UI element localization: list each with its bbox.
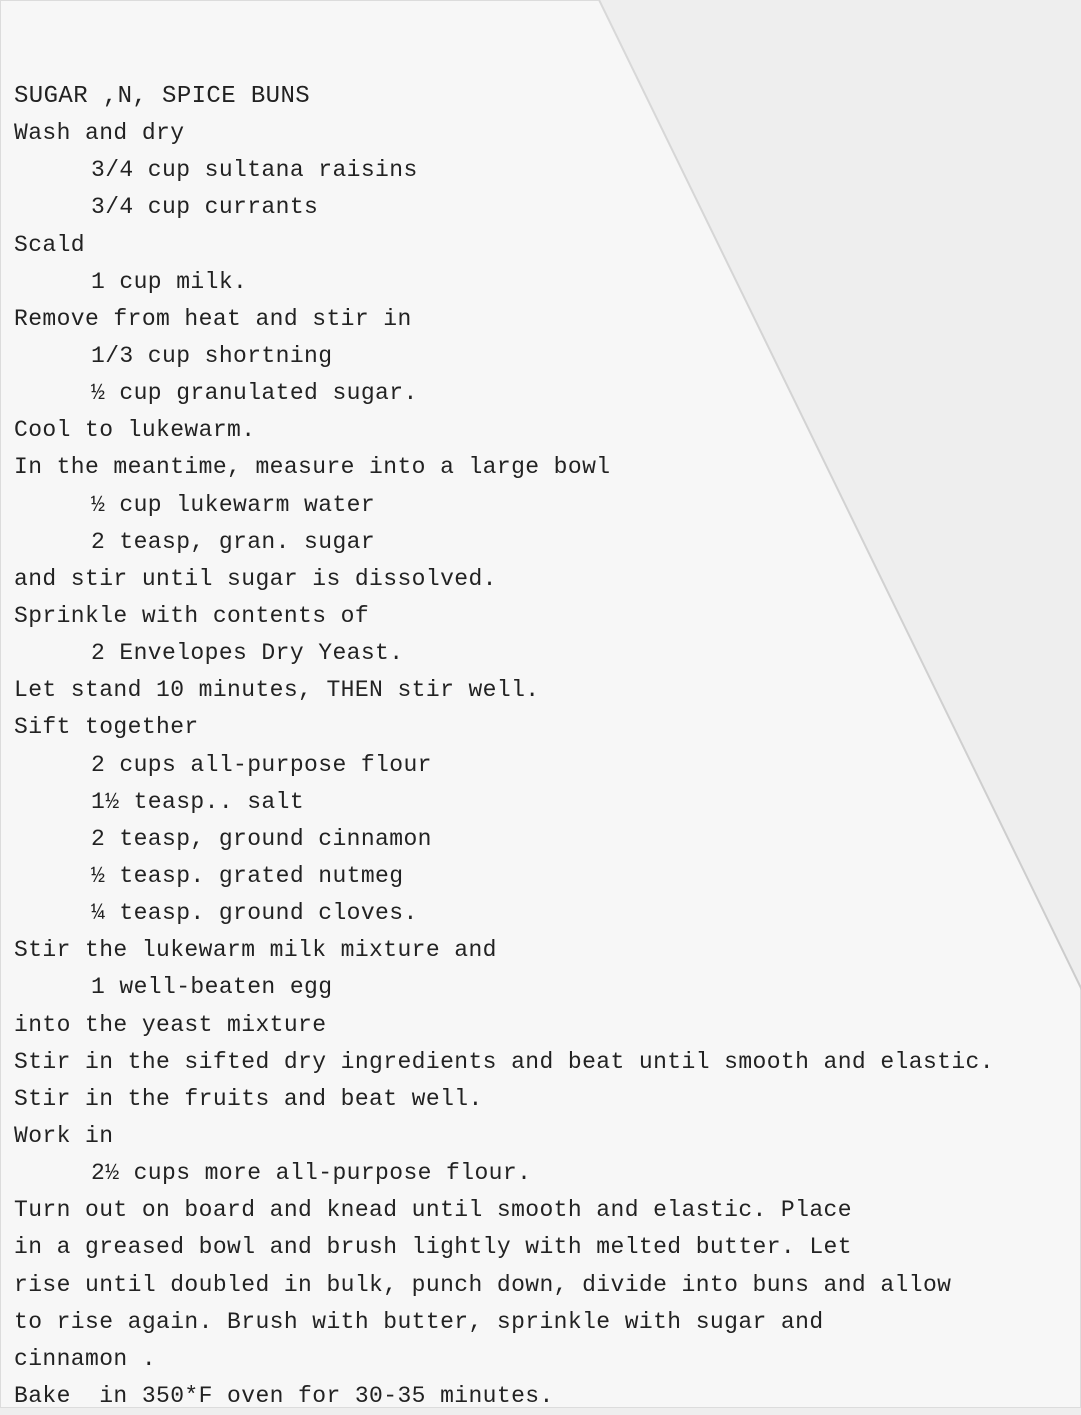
recipe-title: SUGAR ,N, SPICE BUNS — [14, 83, 311, 110]
instruction-line: Sift together — [14, 714, 199, 741]
instruction-line: Sprinkle with contents of — [14, 602, 370, 629]
instruction-line: into the yeast mixture — [14, 1011, 327, 1038]
instruction-line: Let stand 10 minutes, THEN stir well. — [14, 677, 540, 704]
ingredient-line: ¼ teasp. ground cloves. — [91, 900, 418, 927]
instruction-line: Bake in 350*F oven for 30-35 minutes. — [14, 1382, 554, 1409]
instruction-line: in a greased bowl and brush lightly with melted butter. Let — [14, 1234, 852, 1261]
ingredient-line: 1½ teasp.. salt — [91, 788, 305, 815]
instruction-line: In the meantime, measure into a large bowl — [14, 454, 611, 481]
instruction-line: Remove from heat and stir in — [14, 305, 412, 332]
recipe-document — [14, 78, 1064, 1415]
instruction-line: Stir in the sifted dry ingredients and beat until smooth and elastic. — [14, 1048, 994, 1075]
ingredient-line: 2 cups all-purpose flour — [91, 751, 432, 778]
instruction-line: Stir in the fruits and beat well. — [14, 1085, 483, 1112]
ingredient-line: 2 teasp, gran. sugar — [91, 528, 376, 555]
ingredient-line: 1 cup milk. — [91, 268, 248, 295]
instruction-line: rise until doubled in bulk, punch down, divide into buns and allow — [14, 1271, 952, 1298]
ingredient-line: 2 teasp, ground cinnamon — [91, 825, 432, 852]
instruction-line: Work in — [14, 1122, 114, 1149]
instruction-line: cinnamon . — [14, 1345, 157, 1372]
ingredient-line: 1 well-beaten egg — [91, 974, 333, 1001]
ingredient-line: ½ cup granulated sugar. — [91, 380, 418, 407]
instruction-line: Turn out on board and knead until smooth and elastic. Place — [14, 1197, 852, 1224]
instruction-line: Stir the lukewarm milk mixture and — [14, 937, 497, 964]
instruction-line: Scald — [14, 231, 86, 258]
instruction-line: to rise again. Brush with butter, sprinkle with sugar and — [14, 1308, 824, 1335]
ingredient-line: 2 Envelopes Dry Yeast. — [91, 640, 404, 667]
ingredient-line: ½ cup lukewarm water — [91, 491, 376, 518]
ingredient-line: 3/4 cup currants — [91, 194, 319, 221]
instruction-line: and stir until sugar is dissolved. — [14, 565, 497, 592]
ingredient-line: 3/4 cup sultana raisins — [91, 157, 418, 184]
ingredient-line: 2½ cups more all-purpose flour. — [91, 1160, 532, 1187]
instruction-line: Wash and dry — [14, 120, 185, 147]
ingredient-line: 1/3 cup shortning — [91, 342, 333, 369]
ingredient-line: ½ teasp. grated nutmeg — [91, 862, 404, 889]
instruction-line: Cool to lukewarm. — [14, 417, 256, 444]
